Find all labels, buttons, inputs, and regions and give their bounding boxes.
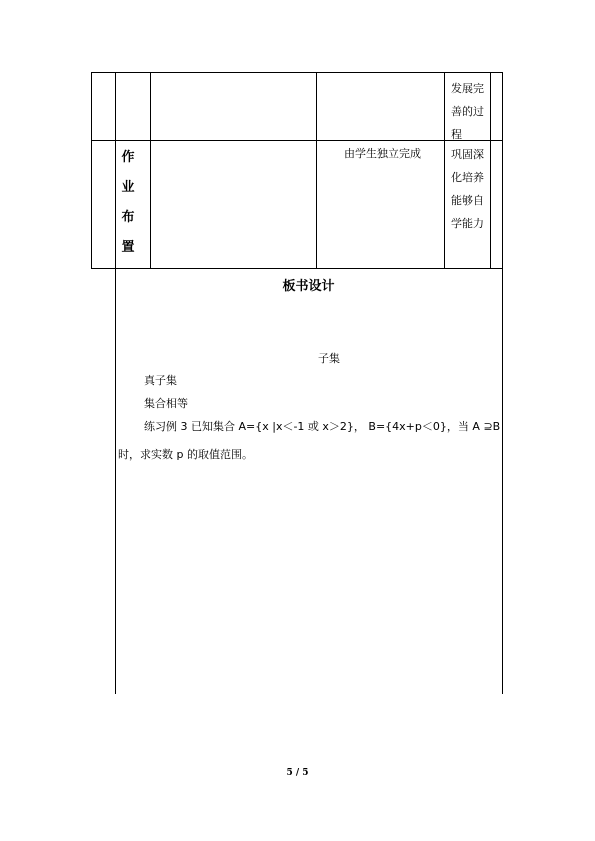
- board-center-line: 子集: [318, 352, 340, 365]
- row2-col3-text: 由学生独立完成: [344, 147, 421, 160]
- board-line-2: 集合相等: [144, 397, 188, 410]
- exercise-line-2: 时，求实数 p 的取值范围。: [118, 448, 253, 461]
- exercise-line-1: 练习例 3 已知集合 A={x |x＜-1 或 x＞2}， B={4x+p＜0}，当 A ⊇B: [144, 420, 501, 433]
- row-divider-1: [91, 140, 503, 141]
- row2-col4-text: 巩固深 化培养 能够自 学能力: [451, 148, 484, 230]
- col-line-1: [91, 72, 92, 269]
- board-line-1: 真子集: [144, 374, 177, 387]
- col-line-3: [150, 72, 151, 269]
- homework-label: 作 业 布 置: [121, 150, 135, 255]
- board-title: 板书设计: [282, 279, 335, 294]
- col-line-5: [444, 72, 445, 269]
- row-divider-2: [91, 268, 503, 269]
- col-line-4: [316, 72, 317, 269]
- table-top-border: [91, 72, 503, 73]
- col-line-6: [490, 72, 491, 269]
- col-line-2: [115, 72, 116, 694]
- col-line-7: [502, 72, 503, 694]
- page-number: 5 / 5: [286, 768, 309, 778]
- row1-col4-text: 发展完 善的过 程: [451, 82, 484, 141]
